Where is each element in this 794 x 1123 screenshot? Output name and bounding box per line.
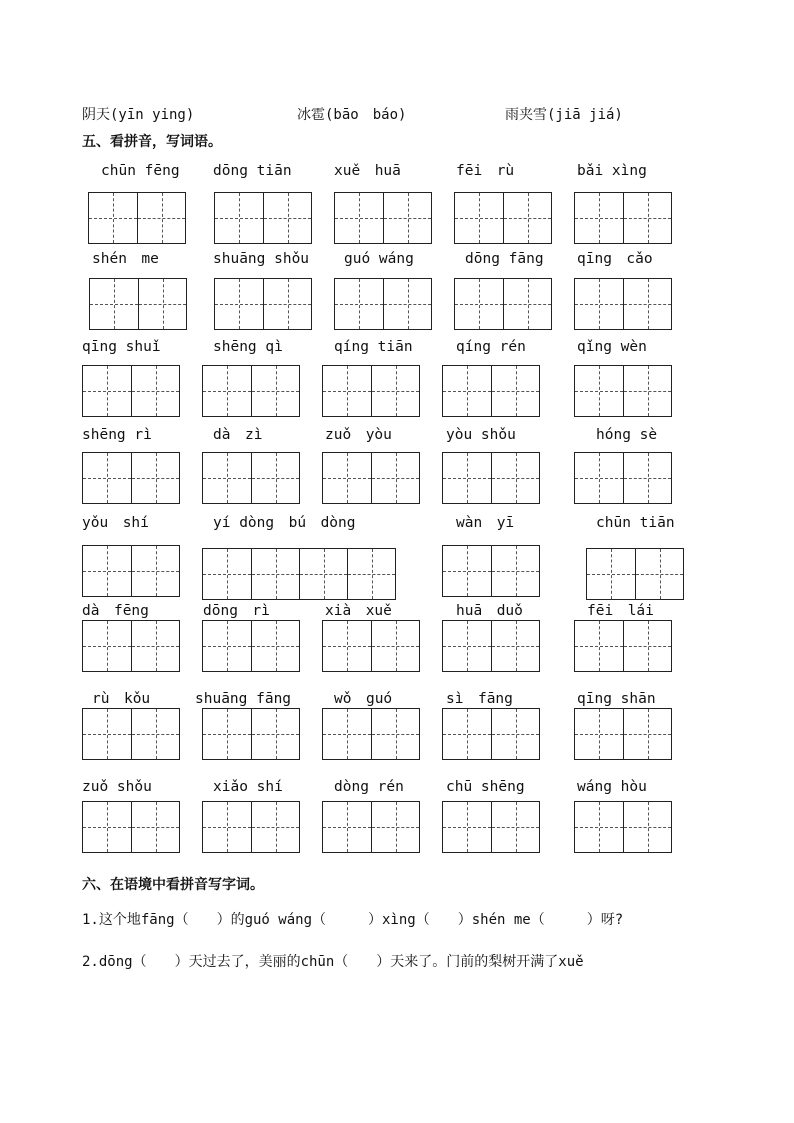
writing-grid[interactable] xyxy=(442,801,540,853)
writing-grid[interactable] xyxy=(214,192,312,244)
pinyin-label: dòng rén xyxy=(334,779,404,795)
pinyin-label: shén me xyxy=(92,251,159,267)
grid-cell[interactable] xyxy=(203,621,251,671)
writing-grid[interactable] xyxy=(82,452,180,504)
pinyin-label: dà fēng xyxy=(82,603,149,619)
writing-grid[interactable] xyxy=(334,278,432,330)
writing-grid[interactable] xyxy=(442,452,540,504)
grid-cell[interactable] xyxy=(251,709,299,759)
writing-grid[interactable] xyxy=(574,365,672,417)
pinyin-label: wǒ guó xyxy=(334,691,393,707)
grid-cell[interactable] xyxy=(623,193,671,243)
pinyin-label: qīng cǎo xyxy=(577,251,653,267)
writing-grid[interactable] xyxy=(202,801,300,853)
grid-cell[interactable] xyxy=(251,453,299,503)
writing-grid[interactable] xyxy=(82,801,180,853)
pinyin-label: guó wáng xyxy=(344,251,414,267)
grid-cell[interactable] xyxy=(323,709,371,759)
grid-cell[interactable] xyxy=(443,546,491,596)
pinyin-label: xuě huā xyxy=(334,163,401,179)
grid-cell[interactable] xyxy=(251,802,299,852)
pinyin-label: shuāng fāng xyxy=(195,691,292,707)
pinyin-label: dōng tiān xyxy=(213,163,292,179)
top-item-2: 冰雹(bāo báo) xyxy=(297,107,407,123)
grid-cell[interactable] xyxy=(503,279,551,329)
writing-grid[interactable] xyxy=(574,452,672,504)
pinyin-label: chūn fēng xyxy=(101,163,180,179)
grid-cell[interactable] xyxy=(138,279,186,329)
grid-cell[interactable] xyxy=(131,366,179,416)
writing-grid[interactable] xyxy=(214,278,312,330)
pinyin-label: xià xuě xyxy=(325,603,392,619)
section-6-title: 六、在语境中看拼音写字词。 xyxy=(82,877,264,893)
grid-cell[interactable] xyxy=(623,709,671,759)
pinyin-label: dōng rì xyxy=(203,603,270,619)
writing-grid[interactable] xyxy=(442,545,540,597)
grid-cell[interactable] xyxy=(323,453,371,503)
pinyin-label: qíng rén xyxy=(456,339,526,355)
grid-cell[interactable] xyxy=(635,549,683,599)
writing-grid[interactable] xyxy=(322,365,420,417)
pinyin-label: wáng hòu xyxy=(577,779,647,795)
pinyin-label: hóng sè xyxy=(596,427,658,443)
pinyin-label: yòu shǒu xyxy=(446,427,516,443)
pinyin-label: zuǒ shǒu xyxy=(82,779,152,795)
grid-cell[interactable] xyxy=(623,453,671,503)
pinyin-label: shuāng shǒu xyxy=(213,251,310,267)
grid-cell[interactable] xyxy=(491,709,539,759)
grid-cell[interactable] xyxy=(383,279,431,329)
writing-grid[interactable] xyxy=(454,278,552,330)
pinyin-label: huā duǒ xyxy=(456,603,523,619)
grid-cell[interactable] xyxy=(90,279,138,329)
grid-cell[interactable] xyxy=(383,193,431,243)
grid-cell[interactable] xyxy=(83,709,131,759)
grid-cell[interactable] xyxy=(137,193,185,243)
pinyin-label: yǒu shí xyxy=(82,515,149,531)
grid-cell[interactable] xyxy=(443,709,491,759)
pinyin-label: zuǒ yòu xyxy=(325,427,392,443)
grid-cell[interactable] xyxy=(251,549,299,599)
writing-grid[interactable] xyxy=(202,708,300,760)
pinyin-label: fēi rù xyxy=(456,163,515,179)
grid-cell[interactable] xyxy=(263,193,311,243)
pinyin-label: wàn yī xyxy=(456,515,515,531)
pinyin-label: qīng shuǐ xyxy=(82,339,161,355)
pinyin-label: qīng shān xyxy=(577,691,656,707)
grid-cell[interactable] xyxy=(347,549,395,599)
grid-cell[interactable] xyxy=(203,709,251,759)
grid-cell[interactable] xyxy=(371,366,419,416)
pinyin-label: fēi lái xyxy=(587,603,654,619)
sentence-2: 2.dōng（ ）天过去了，美丽的chūn（ ）天来了。门前的梨树开满了xuě xyxy=(82,954,584,970)
grid-cell[interactable] xyxy=(575,193,623,243)
pinyin-label: sì fāng xyxy=(446,691,513,707)
grid-cell[interactable] xyxy=(575,366,623,416)
pinyin-label: shēng qì xyxy=(213,339,283,355)
writing-grid[interactable] xyxy=(322,708,420,760)
top-item-1: 阴天(yīn ying) xyxy=(82,107,195,123)
pinyin-label: xiǎo shí xyxy=(213,779,283,795)
grid-cell[interactable] xyxy=(575,802,623,852)
pinyin-label: chū shēng xyxy=(446,779,525,795)
grid-cell[interactable] xyxy=(491,802,539,852)
grid-cell[interactable] xyxy=(455,193,503,243)
writing-grid[interactable] xyxy=(82,545,180,597)
grid-cell[interactable] xyxy=(503,193,551,243)
grid-cell[interactable] xyxy=(491,621,539,671)
grid-cell[interactable] xyxy=(131,802,179,852)
writing-grid[interactable] xyxy=(574,192,672,244)
grid-cell[interactable] xyxy=(83,453,131,503)
grid-cell[interactable] xyxy=(215,279,263,329)
sentence-1: 1.这个地fāng（ ）的guó wáng（ ）xìng（ ）shén me（ ）呀? xyxy=(82,912,624,928)
grid-cell[interactable] xyxy=(491,366,539,416)
grid-cell[interactable] xyxy=(371,621,419,671)
writing-grid[interactable] xyxy=(82,620,180,672)
section-5-title: 五、看拼音，写词语。 xyxy=(82,134,222,150)
grid-cell[interactable] xyxy=(575,279,623,329)
grid-cell[interactable] xyxy=(491,546,539,596)
writing-grid[interactable] xyxy=(586,548,684,600)
grid-cell[interactable] xyxy=(83,621,131,671)
writing-grid[interactable] xyxy=(322,801,420,853)
grid-cell[interactable] xyxy=(131,546,179,596)
grid-cell[interactable] xyxy=(131,709,179,759)
pinyin-label: bǎi xìng xyxy=(577,163,647,179)
grid-cell[interactable] xyxy=(623,366,671,416)
writing-grid[interactable] xyxy=(574,278,672,330)
grid-cell[interactable] xyxy=(203,453,251,503)
grid-cell[interactable] xyxy=(623,279,671,329)
writing-grid[interactable] xyxy=(334,192,432,244)
writing-grid[interactable] xyxy=(202,452,300,504)
writing-grid[interactable] xyxy=(89,278,187,330)
pinyin-label: dà zì xyxy=(213,427,263,443)
grid-cell[interactable] xyxy=(323,621,371,671)
grid-cell[interactable] xyxy=(575,621,623,671)
grid-cell[interactable] xyxy=(575,709,623,759)
grid-cell[interactable] xyxy=(455,279,503,329)
writing-grid[interactable] xyxy=(88,192,186,244)
writing-grid[interactable] xyxy=(202,365,300,417)
pinyin-label: rù kǒu xyxy=(92,691,151,707)
grid-cell[interactable] xyxy=(251,621,299,671)
grid-cell[interactable] xyxy=(335,279,383,329)
grid-cell[interactable] xyxy=(203,549,251,599)
pinyin-label: dōng fāng xyxy=(465,251,544,267)
writing-grid[interactable] xyxy=(442,708,540,760)
writing-grid[interactable] xyxy=(202,620,300,672)
grid-cell[interactable] xyxy=(443,621,491,671)
pinyin-label: shēng rì xyxy=(82,427,152,443)
grid-cell[interactable] xyxy=(587,549,635,599)
grid-cell[interactable] xyxy=(323,802,371,852)
grid-cell[interactable] xyxy=(263,279,311,329)
writing-grid[interactable] xyxy=(442,365,540,417)
pinyin-label: chūn tiān xyxy=(596,515,675,531)
grid-cell[interactable] xyxy=(491,453,539,503)
grid-cell[interactable] xyxy=(131,621,179,671)
writing-grid[interactable] xyxy=(574,708,672,760)
grid-cell[interactable] xyxy=(131,453,179,503)
grid-cell[interactable] xyxy=(575,453,623,503)
grid-cell[interactable] xyxy=(623,621,671,671)
grid-cell[interactable] xyxy=(203,366,251,416)
grid-cell[interactable] xyxy=(371,453,419,503)
grid-cell[interactable] xyxy=(89,193,137,243)
grid-cell[interactable] xyxy=(203,802,251,852)
grid-cell[interactable] xyxy=(443,453,491,503)
grid-cell[interactable] xyxy=(215,193,263,243)
grid-cell[interactable] xyxy=(335,193,383,243)
writing-grid[interactable] xyxy=(82,365,180,417)
grid-cell[interactable] xyxy=(83,546,131,596)
top-item-3: 雨夹雪(jiā jiá) xyxy=(505,107,623,123)
writing-grid[interactable] xyxy=(202,548,396,600)
grid-cell[interactable] xyxy=(371,802,419,852)
grid-cell[interactable] xyxy=(83,366,131,416)
writing-grid[interactable] xyxy=(574,620,672,672)
grid-cell[interactable] xyxy=(443,802,491,852)
writing-grid[interactable] xyxy=(454,192,552,244)
grid-cell[interactable] xyxy=(299,549,347,599)
pinyin-label: yí dòng bú dòng xyxy=(213,515,356,531)
writing-grid[interactable] xyxy=(442,620,540,672)
pinyin-label: qǐng wèn xyxy=(577,339,647,355)
writing-grid[interactable] xyxy=(574,801,672,853)
writing-grid[interactable] xyxy=(82,708,180,760)
grid-cell[interactable] xyxy=(323,366,371,416)
writing-grid[interactable] xyxy=(322,452,420,504)
grid-cell[interactable] xyxy=(623,802,671,852)
grid-cell[interactable] xyxy=(251,366,299,416)
grid-cell[interactable] xyxy=(443,366,491,416)
grid-cell[interactable] xyxy=(83,802,131,852)
grid-cell[interactable] xyxy=(371,709,419,759)
writing-grid[interactable] xyxy=(322,620,420,672)
pinyin-label: qíng tiān xyxy=(334,339,413,355)
